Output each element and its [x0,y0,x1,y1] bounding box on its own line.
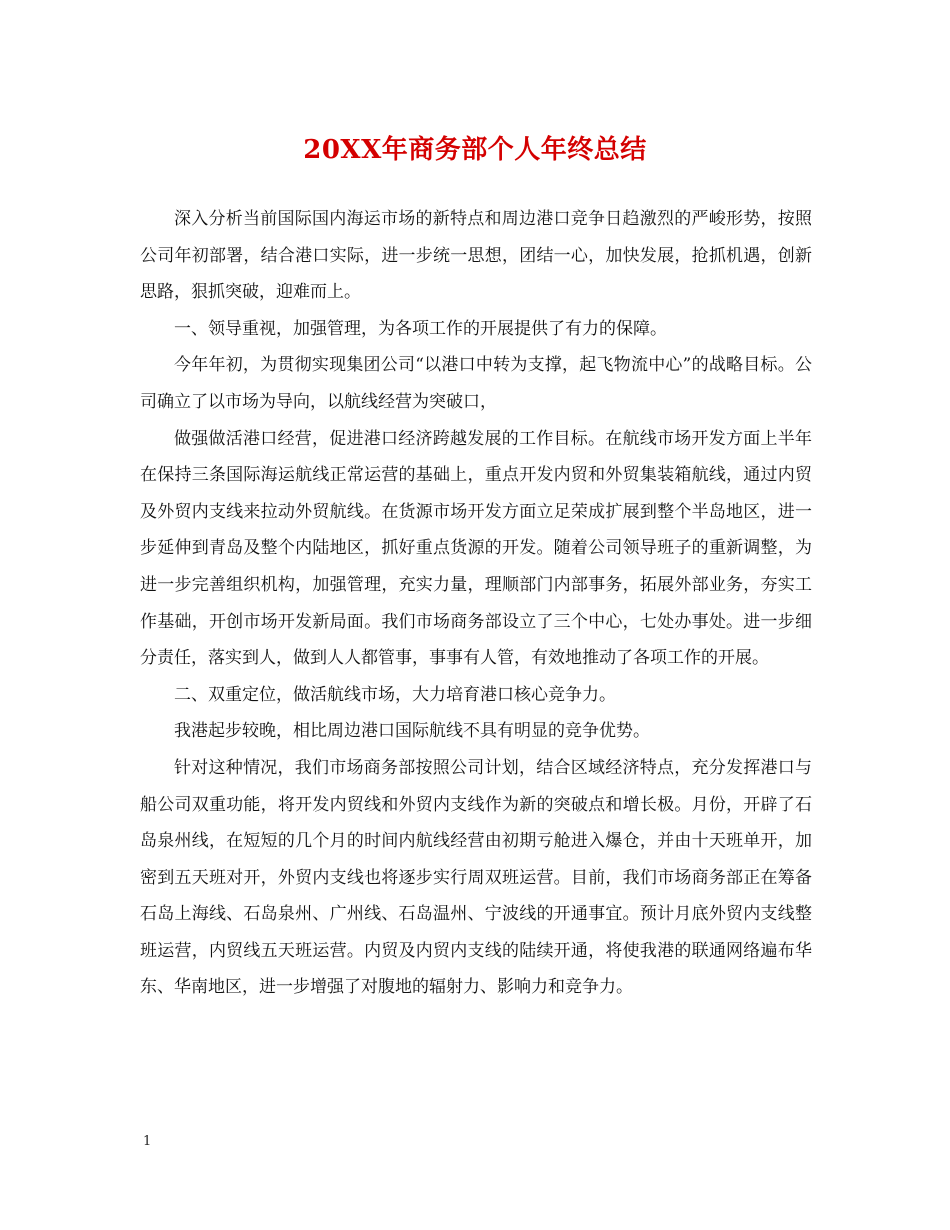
paragraph-strategy: 今年年初，为贯彻实现集团公司“以港口中转为支撑，起飞物流中心”的战略目标。公司确立了以市场为导向，以航线经营为突破口， [140,355,812,412]
paragraph-routes: 针对这种情况，我们市场商务部按照公司计划，结合区域经济特点，充分发挥港口与船公司双重功能，将开发内贸线和外贸内支线作为新的突破点和增长极。月份，开辟了石岛泉州线，在短短的几个月的时间内航线经营由初期亏舱进入爆仓，并由十天班单开，加密到五天班对开，外贸内支线也将逐步实行周双班运营。目前，我们市场商务部正在筹备石岛上海线、石岛泉州、广州线、石岛温州、宁波线的开通事宜。预计月底外贸内支线整班运营，内贸线五天班运营。内贸及内贸内支线的陆续开通，将使我港的联通网络遍布华东、华南地区，进一步增强了对腹地的辐射力、影响力和竞争力。 [140,757,812,998]
document-title: 20XX年商务部个人年终总结 [303,135,647,165]
page-number: 1 [143,1134,152,1149]
document-body [140,201,812,1006]
section-heading-2: 二、双重定位，做活航线市场，大力培育港口核心竞争力。 [174,684,616,705]
paragraph-operations: 做强做活港口经营，促进港口经济跨越发展的工作目标。在航线市场开发方面上半年在保持三条国际海运航线正常运营的基础上，重点开发内贸和外贸集装箱航线，通过内贸及外贸内支线来拉动外贸航线。在货源市场开发方面立足荣成扩展到整个半岛地区，进一步延伸到青岛及整个内陆地区，抓好重点货源的开发。随着公司领导班子的重新调整，为进一步完善组织机构，加强管理，充实力量，理顺部门内部事务，拓展外部业务，夯实工作基础，开创市场开发新局面。我们市场商务部设立了三个中心，七处办事处。进一步细分责任，落实到人，做到人人都管事，事事有人管，有效地推动了各项工作的开展。 [140,428,812,669]
section-heading-1: 一、领导重视，加强管理，为各项工作的开展提供了有力的保障。 [174,318,667,339]
paragraph-background: 我港起步较晚，相比周边港口国际航线不具有明显的竞争优势。 [174,721,650,742]
paragraph-intro: 深入分析当前国际国内海运市场的新特点和周边港口竞争日趋激烈的严峻形势，按照公司年初部署，结合港口实际，进一步统一思想，团结一心，加快发展，抢抓机遇，创新思路，狠抓突破，迎难而上。 [140,209,812,303]
